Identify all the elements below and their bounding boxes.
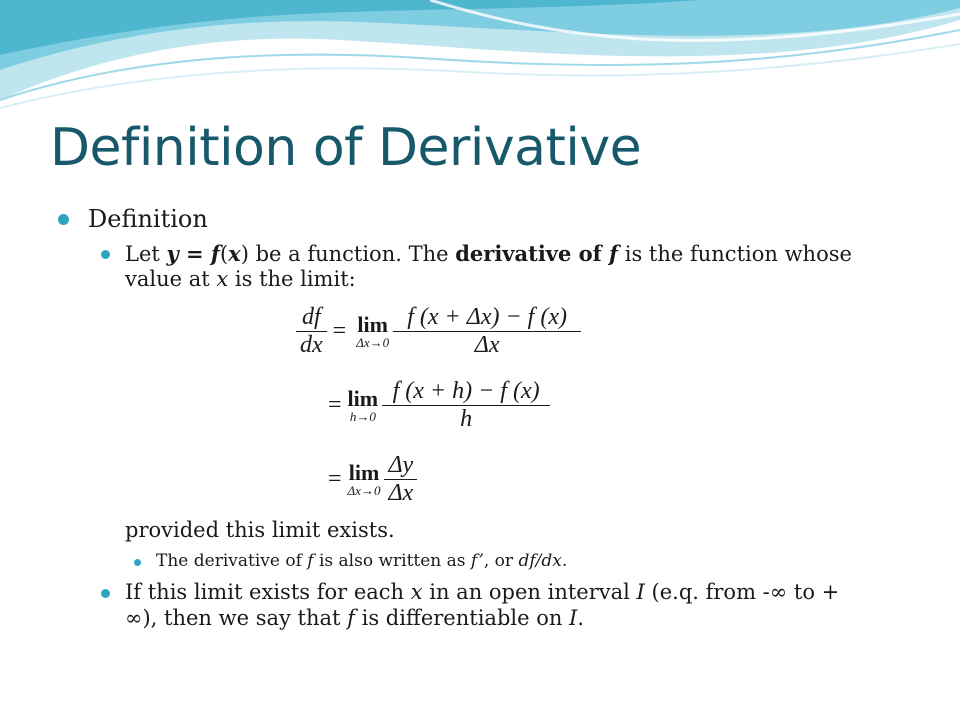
notation-note: The derivative of f is also written as f’, or df/dx. [156, 551, 567, 571]
difference-quotient-fraction: $\frac{f (x + \Delta x) - f (x)}{\Delta x}$ [393, 304, 581, 359]
difference-quotient-h-fraction: $\frac{f (x + h) - f (x)}{h}$ [382, 378, 550, 433]
differentiable-line-2: ∞), then we say that f is differentiable on I. [125, 606, 585, 630]
definition-line-2: value at x is the limit: [125, 267, 356, 291]
provided-text: provided this limit exists. [125, 518, 395, 542]
bullet-dot-icon [58, 214, 69, 225]
differentiable-line-1: If this limit exists for each x in an open interval I (e.q. from -∞ to + [125, 580, 839, 604]
derivative-equation-row-3: = lim Δx→0 $\frac{\Delta y}{\Delta x}$ [328, 452, 417, 507]
bullet-definition [62, 205, 208, 233]
limit-operator: lim h→0 [347, 386, 379, 424]
bullet-dot-icon [134, 559, 141, 566]
definition-heading: Definition [88, 205, 208, 233]
header-wave-decoration [0, 0, 960, 120]
bullet-dot-icon [101, 589, 110, 598]
slide-title: Definition of Derivative [50, 118, 642, 178]
definition-line-1: Let y = f(x) be a function. The derivative of f is the function whose [125, 241, 852, 266]
fraction-df-dx: $\frac{df}{dx}$ [296, 304, 327, 359]
limit-operator: lim Δx→0 [356, 312, 390, 350]
derivative-equation-row-2: = lim h→0 $\frac{f (x + h) - f (x)}{h}$ [328, 378, 550, 433]
delta-y-over-delta-x-fraction: $\frac{\Delta y}{\Delta x}$ [384, 452, 417, 507]
limit-operator: lim Δx→0 [347, 460, 381, 498]
derivative-equation-row-1: $\frac{df}{dx}$ = lim Δx→0 $\frac{f (x + \Delta x) - f (x)}{\Delta x}$ [296, 304, 581, 359]
bullet-dot-icon [101, 250, 110, 259]
